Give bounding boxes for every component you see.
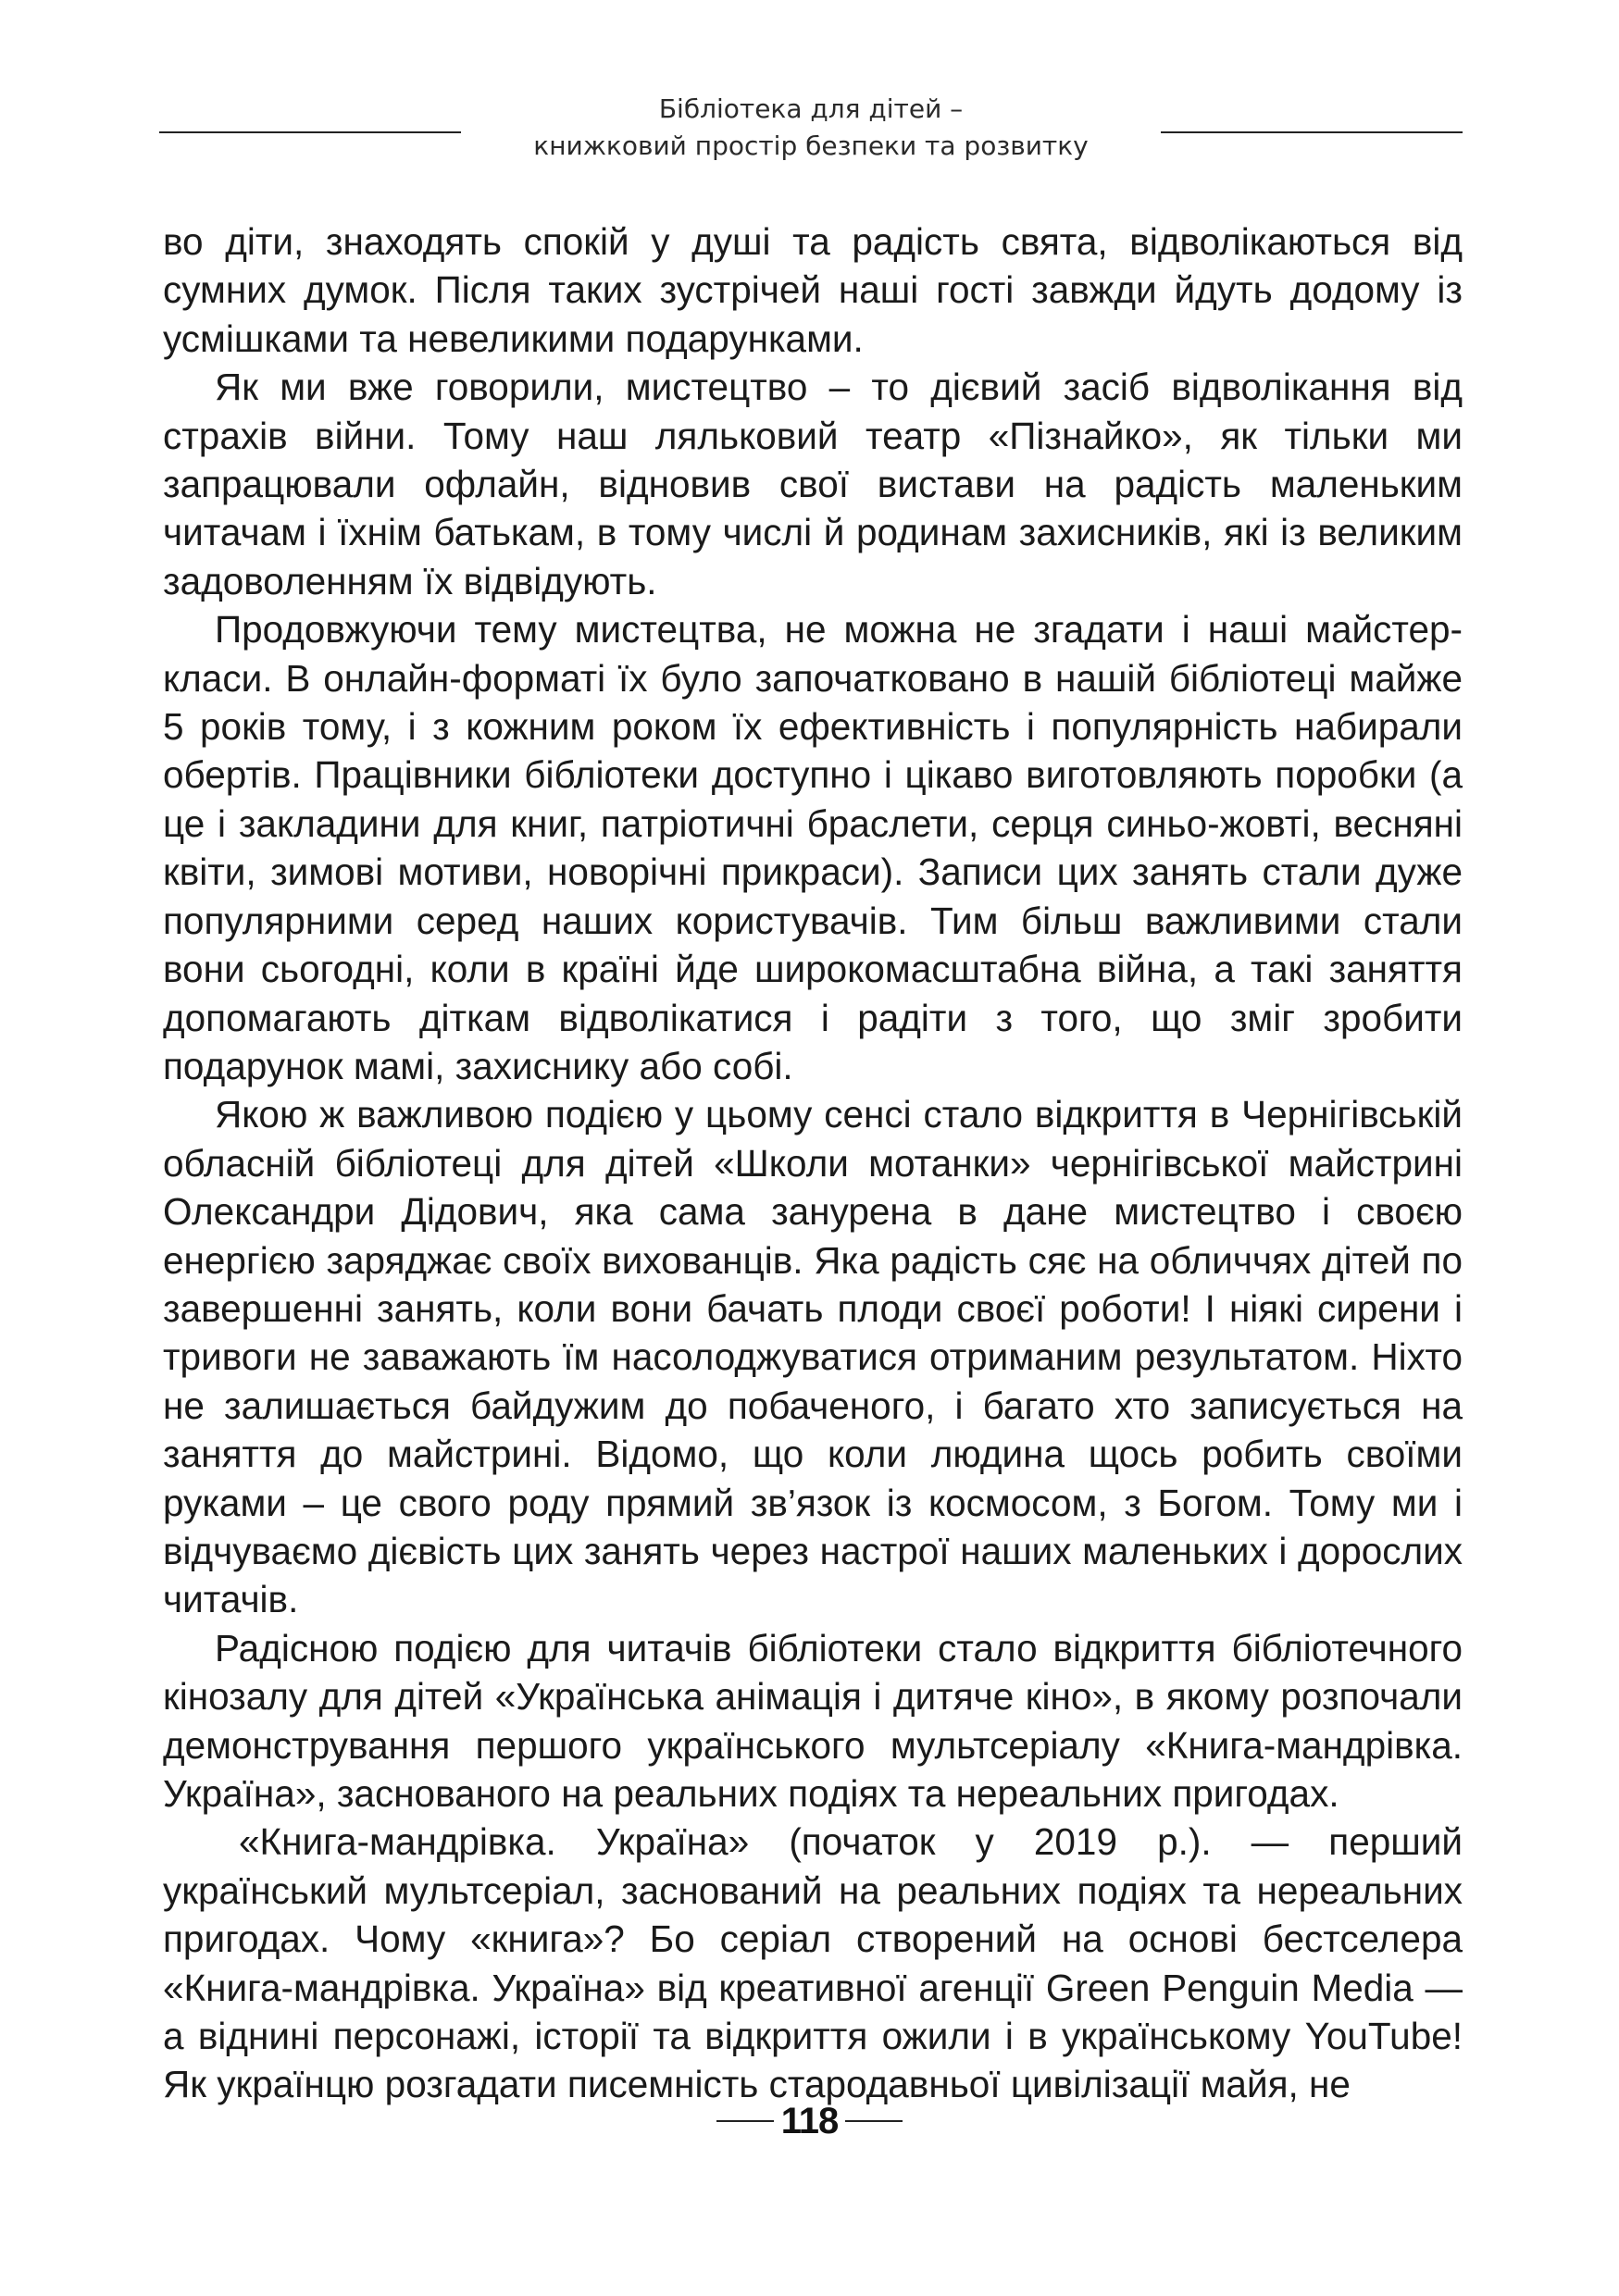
- footer-rule-right: [845, 2120, 903, 2122]
- page-footer: [0, 2099, 1619, 2143]
- paragraph: Продовжуючи тему мистецтва, не можна не згадати і наші майстер-класи. В онлайн-форматі їх було започатковано в нашій бібліотеці майже 5 років тому, і з кожним роком їх ефективність і популярність набирали обертів. Працівники бібліотеки доступно і цікаво виготовляють поробки (а це і закладини для книг, патріотичні браслети, серця синьо-жовті, весняні квіти, зимові мотиви, новорічні прикраси). Записи цих занять стали дуже популярними серед наших користувачів. Тим більш важливими стали вони сьогодні, коли в країні йде широкомасштабна війна, а такі заняття допомагають діткам відволікатися і радіти з того, що зміг зробити подарунок мамі, захиснику або собі.: [163, 608, 1463, 1087]
- header-title: [159, 91, 1463, 165]
- paragraph: «Книга-мандрівка. Україна» (початок у 2019 р.). — перший український мультсеріал, заснований на реальних подіях та нереальних пригодах. Чому «книга»? Бо серіал створений на основі бестселера «Книга-мандрівка. Україна» від креативної агенції Green Penguin Media — а віднині персонажі, історії та відкриття ожили і в українському YouTube! Як українцю розгадати писемність стародавньої цивілізації майя, не: [163, 1820, 1463, 2106]
- header-title-line-1: Бібліотека для дітей –: [658, 93, 964, 124]
- header-title-line-2: книжковий простір безпеки та розвитку: [533, 130, 1089, 161]
- paragraph: Радісною подією для читачів бібліотеки стало відкриття бібліотечного кінозалу для дітей «Українська анімація і дитяче кіно», в якому розпочали демонстрування першого українського мультсеріалу «Книга-мандрівка. Україна», заснованого на реальних подіях та нереальних пригодах.: [163, 1626, 1463, 1815]
- paragraph: Якою ж важливою подією у цьому сенсі стало відкриття в Чернігівській обласній бібліотеці для дітей «Школи мотанки» чернігівської майстрині Олександри Дідович, яка сама занурена в дане мистецтво і своєю енергією заряджає своїх вихованців. Яка радість сяє на обличчях дітей по завершенні занять, коли вони бачать плоди своєї роботи! І ніякі сирени і тривоги не заважають їм насолоджуватися отриманим результатом. Ніхто не залишається байдужим до побаченого, і багато хто записується на заняття до майстрині. Відомо, що коли людина щось робить своїми руками – це свого роду прямий зв’язок із космосом, з Богом. Тому ми і відчуваємо дієвість цих занять через настрої наших маленьких і дорослих читачів.: [163, 1093, 1463, 1621]
- footer-rule-left: [716, 2120, 774, 2122]
- body-text: [163, 217, 1463, 2109]
- paragraph: во діти, знаходять спокій у душі та радість свята, відволікаються від сумних думок. Після таких зустрічей наші гості завжди йдуть додому із усмішками та невеликими подарунками.: [163, 220, 1463, 360]
- running-header: [159, 91, 1463, 165]
- header-rule-right: [1161, 131, 1463, 133]
- paragraph: Як ми вже говорили, мистецтво – то дієвий засіб відволікання від страхів війни. Тому наш ляльковий театр «Пізнайко», як тільки ми запрацювали офлайн, відновив свої вистави на радість маленьким читачам і їхнім батькам, в тому числі й родинам захисників, які із великим задоволенням їх відвідують.: [163, 366, 1463, 602]
- page-number: 118: [780, 2100, 839, 2141]
